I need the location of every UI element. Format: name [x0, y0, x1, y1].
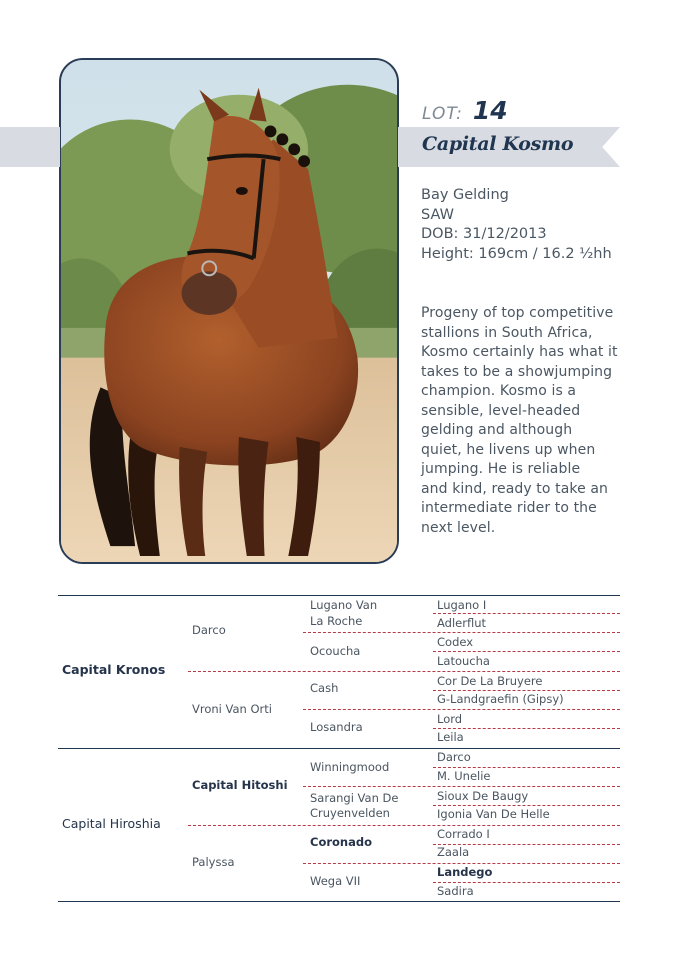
pedigree-g4: Cor De La Bruyere	[437, 674, 543, 688]
pedigree-divider	[433, 690, 620, 691]
fact-colour-sex: Bay Gelding	[421, 187, 509, 203]
pedigree-sire-sire: Darco	[192, 623, 226, 637]
pedigree-divider	[188, 671, 620, 672]
pedigree-bottom-rule	[58, 901, 620, 902]
pedigree-table	[58, 594, 620, 904]
pedigree-divider	[433, 882, 620, 883]
description-line: gelding and although	[421, 422, 573, 438]
pedigree-divider	[433, 613, 620, 614]
pedigree-divider	[303, 632, 620, 633]
pedigree-g3: Losandra	[310, 720, 363, 734]
pedigree-g4: Latoucha	[437, 654, 490, 668]
pedigree-g4: Landego	[437, 865, 493, 879]
pedigree-g3: Wega VII	[310, 874, 361, 888]
pedigree-divider	[303, 863, 620, 864]
pedigree-dam: Capital Hiroshia	[62, 816, 161, 831]
pedigree-sire-dam: Vroni Van Orti	[192, 702, 272, 716]
pedigree-g4: M. Unelie	[437, 769, 491, 783]
horse-photo	[59, 58, 399, 564]
pedigree-g4: Codex	[437, 635, 474, 649]
description-line: next level.	[421, 519, 496, 536]
pedigree-g4: G-Landgraefin (Gipsy)	[437, 692, 564, 706]
pedigree-g4: Sadira	[437, 884, 474, 898]
lot-label: LOT:	[422, 104, 463, 124]
pedigree-middle-rule	[58, 748, 620, 749]
lot-heading	[422, 96, 508, 125]
description-line: sensible, level-headed	[421, 402, 581, 419]
pedigree-g4: Darco	[437, 750, 471, 764]
pedigree-g4: Adlerflut	[437, 616, 487, 630]
lot-number: 14	[472, 96, 508, 125]
pedigree-g3: Ocoucha	[310, 644, 361, 658]
pedigree-divider	[303, 786, 620, 787]
pedigree-divider	[433, 767, 620, 768]
pedigree-divider	[433, 651, 620, 652]
pedigree-top-rule	[58, 595, 620, 596]
pedigree-g3: La Roche	[310, 614, 363, 628]
pedigree-dam-sire: Capital Hitoshi	[192, 778, 288, 792]
pedigree-g3: Winningmood	[310, 760, 390, 774]
horse-facts	[421, 186, 612, 264]
pedigree-sire: Capital Kronos	[62, 662, 166, 677]
pedigree-g3: Coronado	[310, 835, 372, 849]
horse-illustration	[61, 60, 397, 562]
pedigree-g4: Zaala	[437, 845, 470, 859]
fact-height: Height: 169cm / 16.2 ½hh	[421, 245, 612, 262]
pedigree-dam-dam: Palyssa	[192, 855, 235, 869]
description-line: quiet, he livens up when	[421, 441, 596, 458]
fact-dob: DOB: 31/12/2013	[421, 226, 547, 242]
pedigree-divider	[188, 825, 620, 826]
pedigree-g4: Igonia Van De Helle	[437, 807, 550, 821]
ribbon-left-decoration	[0, 127, 60, 167]
pedigree-g4: Sioux De Baugy	[437, 789, 529, 803]
fact-breed: SAW	[421, 206, 454, 223]
description-line: and kind, ready to take an	[421, 480, 609, 497]
description-line: jumping. He is reliable	[421, 461, 581, 477]
description-line: Progeny of top competitive	[421, 305, 614, 321]
pedigree-g4: Lugano I	[437, 598, 487, 612]
pedigree-g3: Cash	[310, 681, 339, 695]
description-line: champion. Kosmo is a	[421, 383, 577, 399]
pedigree-g3: Lugano Van	[310, 598, 378, 612]
pedigree-g3: Cruyenvelden	[310, 806, 390, 820]
description-line: takes to be a showjumping	[421, 363, 613, 380]
description-line: intermediate rider to the	[421, 500, 597, 516]
pedigree-g4: Leila	[437, 730, 464, 744]
pedigree-g3: Sarangi Van De	[310, 791, 399, 805]
pedigree-divider	[303, 709, 620, 710]
pedigree-divider	[433, 728, 620, 729]
pedigree-g4: Corrado I	[437, 827, 490, 841]
pedigree-g4: Lord	[437, 712, 463, 726]
horse-description	[421, 304, 631, 538]
pedigree-divider	[433, 805, 620, 806]
horse-name: Capital Kosmo	[422, 133, 574, 155]
description-line: stallions in South Africa,	[421, 324, 593, 341]
description-line: Kosmo certainly has what it	[421, 344, 618, 360]
